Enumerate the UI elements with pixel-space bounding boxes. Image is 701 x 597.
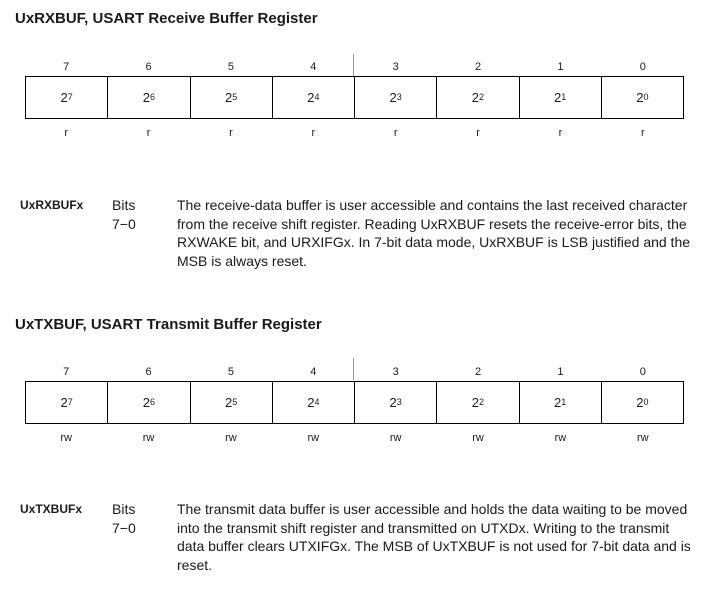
access-type: r [558, 127, 563, 139]
field-name: UxTXBUFx [20, 502, 83, 516]
access-type: r [476, 127, 480, 139]
access-type: rw [60, 432, 72, 444]
bit-number: 3 [392, 366, 399, 378]
bit-cell: 2 $^1$ [520, 382, 602, 423]
access-type: r [64, 127, 69, 139]
bit-cell: 2 $^7$ [26, 77, 108, 118]
access-type: rw [142, 432, 155, 444]
bit-cell: 2 $^4$ [273, 77, 355, 118]
field-bits: Bits 7−0 [112, 197, 136, 232]
access-row [25, 126, 684, 140]
bit-cell: 2 $^2$ [437, 77, 519, 118]
bit-number: 4 [310, 366, 317, 378]
field-bits: Bits 7−0 [112, 501, 136, 536]
access-type: rw [472, 432, 484, 444]
bit-cell: 2 $^4$ [273, 382, 355, 423]
bit-cell: 2 $^3$ [355, 382, 437, 423]
field-name: UxRXBUFx [20, 198, 84, 212]
bit-cell: 2 $^2$ [437, 382, 519, 423]
access-row [25, 431, 684, 445]
field-description: The transmit data buffer is user accessible and holds the data waiting to be moved into the transmit shift register and transmitted on UTXDx. Writing to the transmit data buffer clears UTXIFGx. The MSB of UxTXBUF is not used for 7-bit data and is reset. [177, 501, 691, 573]
bit-cell: 2 $^5$ [191, 77, 273, 118]
access-type: rw [307, 432, 320, 444]
bit-number: 5 [227, 61, 234, 73]
bit-number: 4 [310, 61, 317, 73]
access-type: rw [554, 432, 567, 444]
access-type: rw [389, 432, 402, 444]
bit-cell: 2 $^1$ [520, 77, 602, 118]
bit-cell: 2 $^0$ [636, 90, 649, 105]
bit-number: 7 [63, 61, 70, 73]
access-type: r [640, 127, 645, 139]
access-type: rw [637, 432, 649, 444]
bit-number: 3 [392, 61, 399, 73]
access-type: r [311, 127, 316, 139]
bit-number-row [25, 365, 684, 379]
bit-number: 2 [475, 61, 482, 73]
bit-number: 7 [63, 366, 70, 378]
bit-number: 0 [639, 366, 646, 378]
bit-number: 0 [639, 61, 646, 73]
register-bit-box [25, 76, 684, 119]
bit-number: 6 [145, 366, 152, 378]
register-bit-box [25, 381, 684, 424]
bit-cell: 2 $^6$ [108, 382, 190, 423]
bit-cell: 2 $^3$ [355, 77, 437, 118]
register-title-rx: UxRXBUF, USART Receive Buffer Register [15, 10, 318, 27]
bit-cell: 2 $^6$ [108, 77, 190, 118]
bit-number: 1 [557, 366, 564, 378]
bit-number: 5 [227, 366, 234, 378]
access-type: r [146, 127, 151, 139]
bit-number: 2 [475, 366, 482, 378]
bit-cell: 2 $^0$ [636, 395, 649, 410]
access-type: r [393, 127, 398, 139]
bit-number-row [25, 60, 684, 74]
bit-number: 1 [557, 61, 564, 73]
register-title-tx: UxTXBUF, USART Transmit Buffer Register [15, 316, 322, 333]
bit-cell: 2 $^5$ [191, 382, 273, 423]
access-type: rw [225, 432, 237, 444]
field-description: The receive-data buffer is user accessible and contains the last received character from the receive shift register. Reading UxRXBUF resets the receive-error bits, the RXWAKE bit, and URXIFGx. In 7-bit data mode, UxRXBUF is LSB justified and the MSB is always reset. [177, 197, 691, 269]
bit-cell: 2 $^7$ [26, 382, 108, 423]
bit-number: 6 [145, 61, 152, 73]
access-type: r [229, 127, 233, 139]
